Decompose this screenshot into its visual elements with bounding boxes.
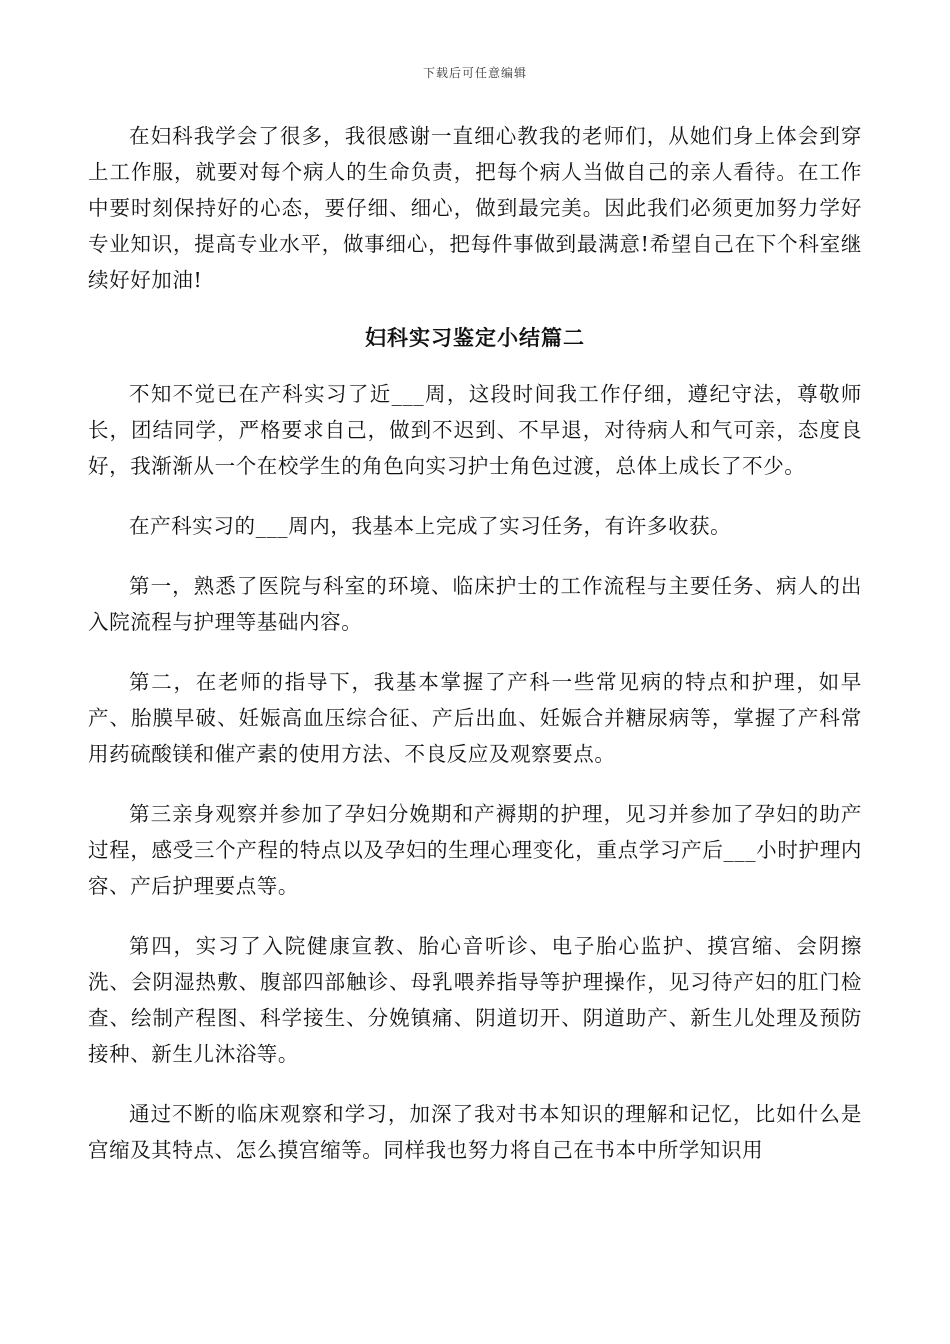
section-title: 妇科实习鉴定小结篇二	[365, 325, 585, 350]
paragraph-1: 不知不觉已在产科实习了近___周，这段时间我工作仔细，遵纪守法，尊敬师长，团结同学，严格要求自己，做到不迟到、不早退，对待病人和气可亲，态度良好，我渐渐从一个在校学生的角色向实习护士角色过渡，总体上成长了不少。	[88, 382, 862, 478]
paragraph-4: 第二，在老师的指导下，我基本掌握了产科一些常见病的特点和护理，如早产、胎膜早破、妊娠高血压综合征、产后出血、妊娠合并糖尿病等，掌握了产科常用药硫酸镁和催产素的使用方法、不良反应及观察要点。	[88, 670, 862, 766]
paragraph-6: 第四，实习了入院健康宣教、胎心音听诊、电子胎心监护、摸宫缩、会阴擦洗、会阴湿热敷、腹部四部触诊、母乳喂养指导等护理操作，见习待产妇的肛门检查、绘制产程图、科学接生、分娩镇痛、阴道切开、阴道助产、新生儿处理及预防接种、新生儿沐浴等。	[88, 934, 862, 1066]
page-header-note: 下载后可任意编辑	[422, 66, 527, 80]
intro-paragraph: 在妇科我学会了很多，我很感谢一直细心教我的老师们，从她们身上体会到穿上工作服，就要对每个病人的生命负责，把每个病人当做自己的亲人看待。在工作中要时刻保持好的心态，要仔细、细心，做到最完美。因此我们必须更加努力学好专业知识，提高专业水平，做事细心，把每件事做到最满意!希望自己在下个科室继续好好加油!	[88, 124, 862, 292]
paragraph-5: 第三亲身观察并参加了孕妇分娩期和产褥期的护理，见习并参加了孕妇的助产过程，感受三个产程的特点以及孕妇的生理心理变化，重点学习产后___小时护理内容、产后护理要点等。	[88, 802, 862, 898]
paragraph-2: 在产科实习的___周内，我基本上完成了实习任务，有许多收获。	[129, 514, 732, 538]
paragraph-7: 通过不断的临床观察和学习，加深了我对书本知识的理解和记忆，比如什么是宫缩及其特点、怎么摸宫缩等。同样我也努力将自己在书本中所学知识用	[88, 1102, 862, 1162]
document-body	[88, 118, 862, 1168]
paragraph-3: 第一，熟悉了医院与科室的环境、临床护士的工作流程与主要任务、病人的出入院流程与护理等基础内容。	[88, 574, 862, 634]
